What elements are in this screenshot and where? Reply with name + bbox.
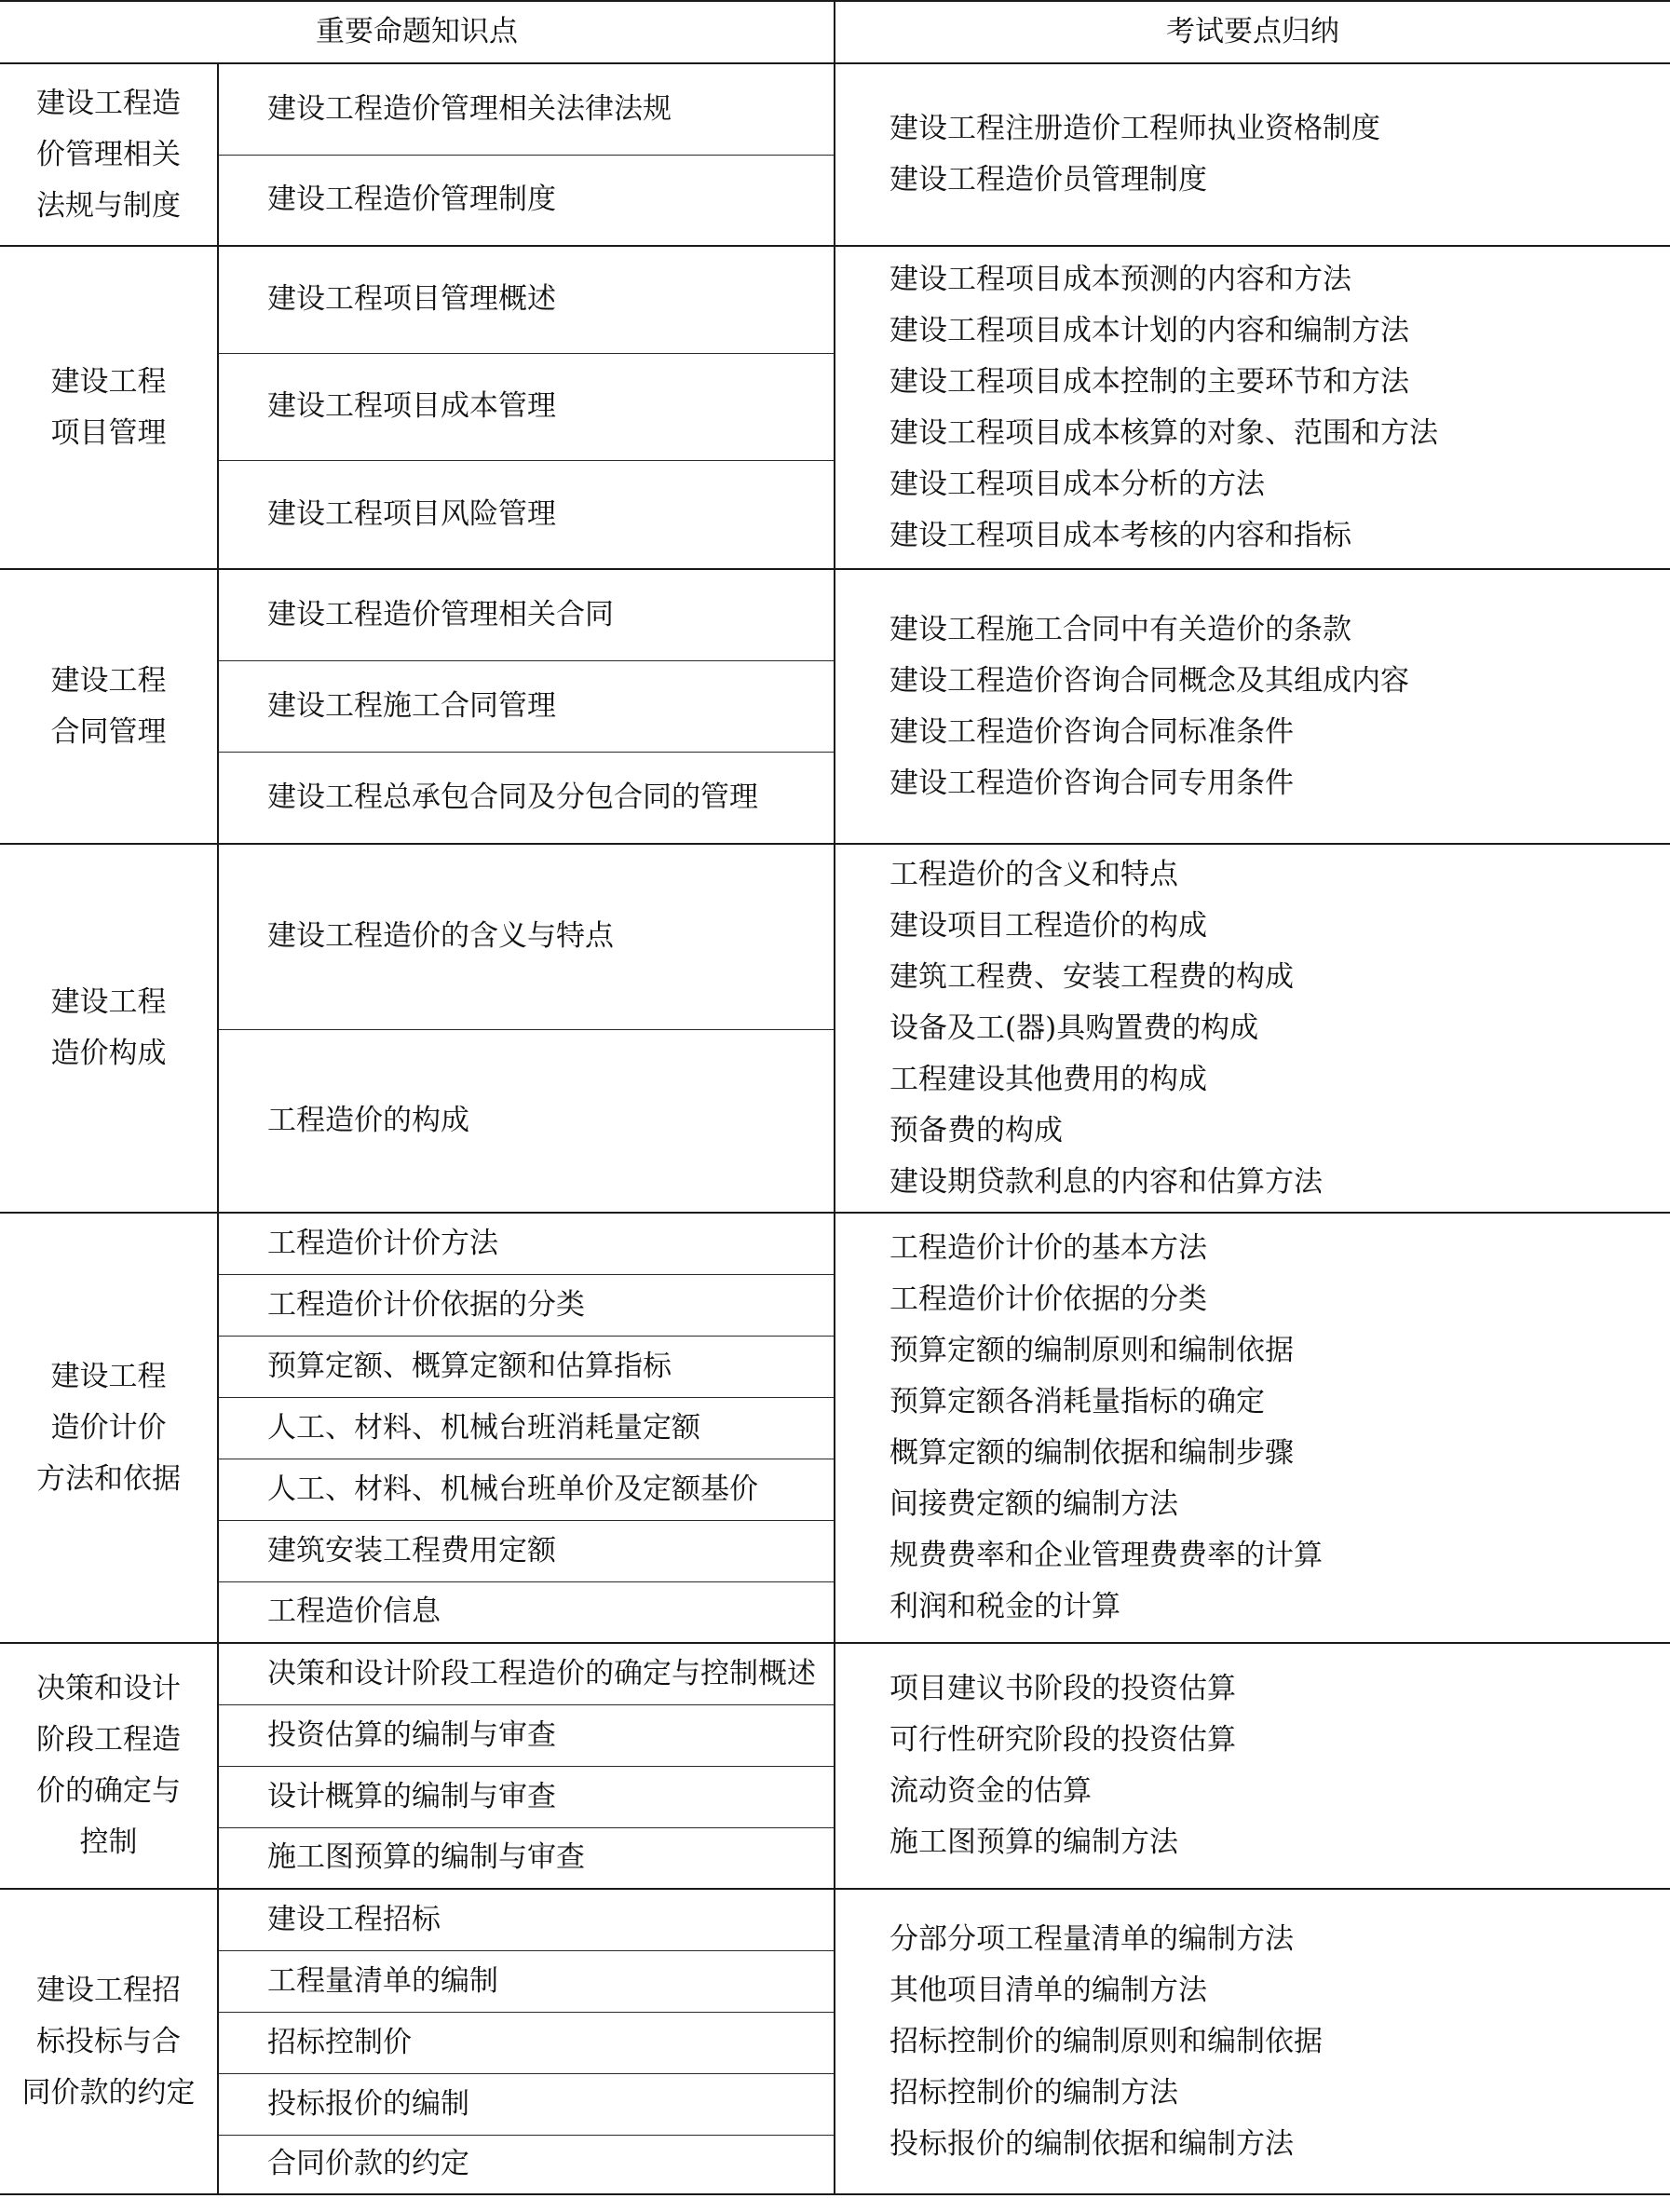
topic-cell: 建设工程项目风险管理 — [218, 460, 835, 569]
exam-point: 分部分项工程量清单的编制方法 — [889, 1921, 1294, 1956]
category-line: 法规与制度 — [36, 188, 181, 223]
exam-point: 招标控制价的编制方法 — [889, 2075, 1178, 2110]
table-row — [0, 1889, 1670, 1950]
table-row — [0, 1213, 1670, 1274]
topic-cell: 投标报价的编制 — [218, 2073, 835, 2135]
exam-point: 施工图预算的编制方法 — [889, 1825, 1178, 1859]
exam-point: 可行性研究阶段的投资估算 — [889, 1723, 1236, 1757]
topic-cell: 工程造价的构成 — [218, 1029, 835, 1213]
exam-point: 建设期贷款利息的内容和估算方法 — [889, 1164, 1323, 1199]
category-line: 方法和依据 — [36, 1461, 181, 1496]
exam-points-cell — [835, 1213, 1670, 1643]
table-row — [0, 569, 1670, 660]
exam-points-cell — [835, 569, 1670, 844]
exam-point: 概算定额的编制依据和编制步骤 — [889, 1436, 1294, 1470]
exam-point: 建设工程造价员管理制度 — [889, 163, 1207, 197]
exam-point: 预算定额的编制原则和编制依据 — [889, 1334, 1294, 1367]
category-line: 建设工程 — [50, 364, 167, 399]
topic-cell: 建筑安装工程费用定额 — [218, 1520, 835, 1581]
exam-point: 投标报价的编制依据和编制方法 — [889, 2126, 1294, 2161]
topic-cell: 工程造价信息 — [218, 1581, 835, 1643]
topic-cell: 建设工程造价管理相关法律法规 — [218, 63, 835, 155]
exam-point: 建设项目工程造价的构成 — [889, 908, 1207, 943]
header-exam-points: 考试要点归纳 — [835, 1, 1670, 63]
topic-cell: 建设工程项目成本管理 — [218, 353, 835, 460]
category-line: 建设工程 — [50, 1359, 167, 1393]
exam-point: 其他项目清单的编制方法 — [889, 1973, 1207, 2007]
exam-point: 建设工程项目成本控制的主要环节和方法 — [889, 364, 1409, 399]
category-line: 建设工程招 — [36, 1973, 181, 2007]
topic-cell: 设计概算的编制与审查 — [218, 1766, 835, 1827]
header-row — [0, 1, 1670, 63]
topic-cell: 人工、材料、机械台班单价及定额基价 — [218, 1459, 835, 1520]
category-line: 项目管理 — [50, 415, 167, 450]
exam-point: 建筑工程费、安装工程费的构成 — [889, 959, 1294, 994]
category-line: 价的确定与 — [36, 1774, 181, 1808]
category-cell — [0, 844, 218, 1213]
exam-points-cell — [835, 1889, 1670, 2194]
exam-point: 项目建议书阶段的投资估算 — [889, 1672, 1236, 1705]
exam-point: 建设工程注册造价工程师执业资格制度 — [889, 112, 1380, 145]
topic-cell: 施工图预算的编制与审查 — [218, 1827, 835, 1889]
category-line: 合同管理 — [50, 714, 167, 749]
exam-point: 预备费的构成 — [889, 1113, 1063, 1147]
topic-cell: 招标控制价 — [218, 2012, 835, 2073]
topic-cell: 工程量清单的编制 — [218, 1950, 835, 2012]
topic-cell: 建设工程造价管理相关合同 — [218, 569, 835, 660]
exam-point: 工程造价计价的基本方法 — [889, 1231, 1207, 1265]
exam-points-cell — [835, 1643, 1670, 1889]
exam-point: 工程造价的含义和特点 — [889, 857, 1178, 891]
exam-point: 建设工程项目成本计划的内容和编制方法 — [889, 313, 1409, 347]
category-cell — [0, 1643, 218, 1889]
category-line: 价管理相关 — [36, 137, 181, 171]
topic-cell: 投资估算的编制与审查 — [218, 1704, 835, 1766]
topic-cell: 人工、材料、机械台班消耗量定额 — [218, 1397, 835, 1459]
exam-point: 设备及工(器)具购置费的构成 — [889, 1011, 1259, 1045]
exam-point: 建设工程项目成本核算的对象、范围和方法 — [889, 415, 1438, 450]
topic-cell: 合同价款的约定 — [218, 2135, 835, 2194]
exam-point: 工程造价计价依据的分类 — [889, 1282, 1207, 1316]
exam-points-cell — [835, 246, 1670, 569]
exam-point: 流动资金的估算 — [889, 1774, 1092, 1808]
category-line: 建设工程 — [50, 985, 167, 1019]
exam-point: 建设工程造价咨询合同标准条件 — [889, 714, 1294, 749]
exam-points-cell — [835, 844, 1670, 1213]
topic-cell: 建设工程造价的含义与特点 — [218, 844, 835, 1029]
category-line: 造价构成 — [50, 1037, 167, 1070]
table-row — [0, 63, 1670, 155]
category-cell — [0, 1213, 218, 1643]
category-line: 阶段工程造 — [36, 1723, 181, 1757]
category-cell — [0, 1889, 218, 2194]
category-line: 同价款的约定 — [21, 2075, 196, 2110]
topic-cell: 工程造价计价方法 — [218, 1213, 835, 1274]
table-row — [0, 1643, 1670, 1704]
table-row — [0, 844, 1670, 1029]
topic-cell: 建设工程招标 — [218, 1889, 835, 1950]
topic-cell: 预算定额、概算定额和估算指标 — [218, 1336, 835, 1397]
exam-point: 招标控制价的编制原则和编制依据 — [889, 2024, 1323, 2058]
category-line: 决策和设计 — [36, 1672, 181, 1705]
header-key-topics: 重要命题知识点 — [0, 1, 835, 63]
topic-cell: 建设工程造价管理制度 — [218, 155, 835, 246]
exam-point: 建设工程项目成本预测的内容和方法 — [889, 262, 1351, 296]
table-row — [0, 246, 1670, 353]
exam-point: 规费费率和企业管理费费率的计算 — [889, 1539, 1323, 1572]
category-line: 造价计价 — [50, 1410, 167, 1445]
topic-cell: 建设工程施工合同管理 — [218, 660, 835, 752]
category-cell — [0, 63, 218, 246]
exam-point: 建设工程项目成本考核的内容和指标 — [889, 518, 1351, 552]
category-line: 建设工程 — [50, 663, 167, 698]
topic-cell: 建设工程项目管理概述 — [218, 246, 835, 353]
exam-point: 建设工程项目成本分析的方法 — [889, 467, 1265, 501]
exam-point: 利润和税金的计算 — [889, 1590, 1120, 1623]
exam-point: 间接费定额的编制方法 — [889, 1487, 1178, 1521]
topic-cell: 工程造价计价依据的分类 — [218, 1274, 835, 1336]
category-line: 标投标与合 — [36, 2024, 181, 2058]
category-line: 建设工程造 — [36, 86, 181, 120]
category-line: 控制 — [79, 1825, 138, 1859]
exam-point: 建设工程造价咨询合同专用条件 — [889, 766, 1294, 800]
exam-point: 预算定额各消耗量指标的确定 — [889, 1385, 1265, 1418]
topic-cell: 建设工程总承包合同及分包合同的管理 — [218, 752, 835, 844]
category-cell — [0, 569, 218, 844]
exam-points-cell — [835, 63, 1670, 246]
exam-point: 建设工程施工合同中有关造价的条款 — [889, 612, 1351, 646]
category-cell — [0, 246, 218, 569]
exam-point: 工程建设其他费用的构成 — [889, 1062, 1207, 1096]
exam-point: 建设工程造价咨询合同概念及其组成内容 — [889, 663, 1409, 698]
topic-cell: 决策和设计阶段工程造价的确定与控制概述 — [218, 1643, 835, 1704]
